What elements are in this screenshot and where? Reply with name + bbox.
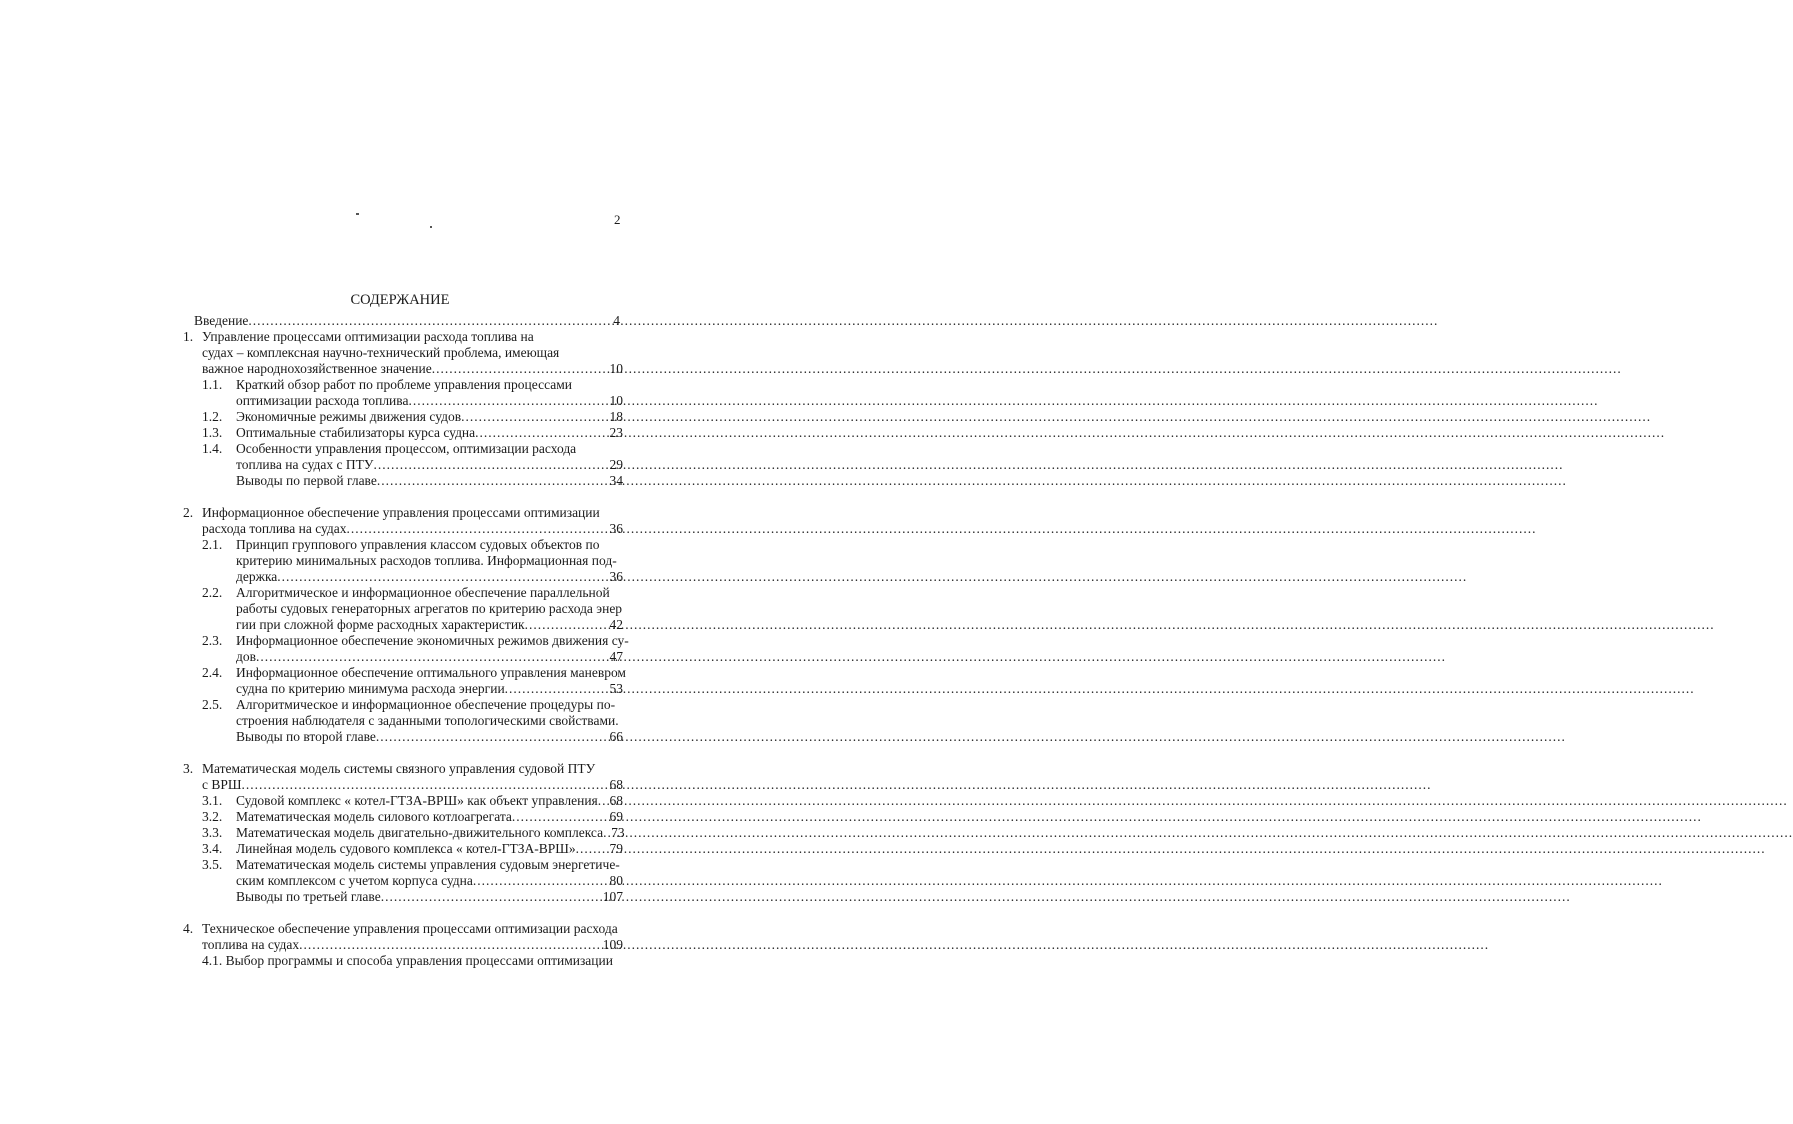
- toc-entry-section-2-2-cont: гии при сложной форме расходных характеристик ..... 42: [236, 616, 623, 633]
- toc-entry-section-2-5[interactable]: 2.5. Алгоритмическое и информационное обеспечение процедуры по-: [202, 697, 616, 712]
- toc-entry-section-2-2[interactable]: 2.2. Алгоритмическое и информационное обеспечение параллельной: [202, 585, 610, 600]
- toc-entry-section-3-5[interactable]: 3.5. Математическая модель системы управления судовым энергетиче-: [202, 857, 620, 872]
- toc-entry-section-3-3[interactable]: 3.3. Математическая модель двигательно-движительного комплекса ..... 73: [202, 824, 623, 841]
- toc-entry-chapter-4[interactable]: 4. Техническое обеспечение управления процессами оптимизации расхода: [183, 921, 618, 936]
- toc-entry-section-2-4[interactable]: 2.4. Информационное обеспечение оптимального управления маневром: [202, 665, 626, 680]
- toc-entry-section-3-2[interactable]: 3.2. Математическая модель силового котлоагрегата ..... 69: [202, 808, 623, 825]
- toc-entry-chapter-4-cont: топлива на судах ..... 109: [202, 936, 623, 953]
- toc-entry-section-2-1[interactable]: 2.1. Принцип группового управления классом судовых объектов по: [202, 537, 600, 552]
- toc-entry-section-1-1[interactable]: 1.1. Краткий обзор работ по проблеме управления процессами: [202, 377, 572, 392]
- toc-entry-section-3-1[interactable]: 3.1. Судовой комплекс « котел-ГТЗА-ВРШ» как объект управления ..... 68: [202, 792, 623, 809]
- toc-entry-section-2-1-cont: критерию минимальных расходов топлива. Информационная под-: [236, 553, 617, 568]
- toc-entry-section-2-3[interactable]: 2.3. Информационное обеспечение экономичных режимов движения су-: [202, 633, 629, 648]
- toc-title: СОДЕРЖАНИЕ: [350, 292, 450, 308]
- toc-entry-section-2-4-cont: судна по критерию минимума расхода энергии ..... 53: [236, 680, 623, 697]
- toc-entry-section-1-2[interactable]: 1.2. Экономичные режимы движения судов ..... 18: [202, 408, 623, 425]
- toc-entry-section-1-3[interactable]: 1.3. Оптимальные стабилизаторы курса судна ..... 23: [202, 424, 623, 441]
- toc-entry-section-2-3-cont: дов ..... 47: [236, 648, 623, 665]
- toc-entry-section-1-4[interactable]: 1.4. Особенности управления процессом, оптимизации расхода: [202, 441, 577, 456]
- toc-entry-section-3-4[interactable]: 3.4. Линейная модель судового комплекса « котел-ГТЗА-ВРШ» ..... 79: [202, 840, 623, 857]
- toc-entry-section-1-1-cont: оптимизации расхода топлива ..... 10: [236, 392, 623, 409]
- toc-entry-section-4-1[interactable]: 4.1. Выбор программы и способа управления процессами оптимизации: [202, 953, 613, 968]
- toc-entry-chapter-1[interactable]: 1. Управление процессами оптимизации расхода топлива на: [183, 329, 534, 344]
- scan-artifact: [356, 213, 359, 215]
- toc-entry-chapter-1-cont: важное народнохозяйственное значение ..... 10: [202, 360, 623, 377]
- page-number: 2: [614, 212, 621, 227]
- toc-entry-section-1-4-cont: топлива на судах с ПТУ ..... 29: [236, 456, 623, 473]
- toc-entry-section-2-5-cont: строения наблюдателя с заданными топологическими свойствами.: [236, 713, 619, 728]
- toc-entry-conclusions-2[interactable]: Выводы по второй главе ..... 66: [236, 728, 623, 745]
- toc-entry-chapter-3-cont: с ВРШ ..... 68: [202, 776, 623, 793]
- toc-entry-conclusions-1[interactable]: Выводы по первой главе ..... 34: [236, 472, 623, 489]
- toc-entry-chapter-1-cont: судах – комплексная научно-технический проблема, имеющая: [202, 345, 560, 360]
- toc-entry-chapter-2[interactable]: 2. Информационное обеспечение управления процессами оптимизации: [183, 505, 600, 520]
- toc-entry-section-2-1-cont: держка ..... 36: [236, 568, 623, 585]
- toc-entry-introduction[interactable]: Введение ..... 4: [194, 312, 620, 329]
- toc-entry-section-2-2-cont: работы судовых генераторных агрегатов по критерию расхода энер: [236, 601, 623, 616]
- toc-entry-conclusions-3[interactable]: Выводы по третьей главе ..... 107: [236, 888, 623, 905]
- scan-artifact: [430, 226, 432, 228]
- toc-entry-chapter-2-cont: расхода топлива на судах ..... 36: [202, 520, 623, 537]
- toc-entry-chapter-3[interactable]: 3. Математическая модель системы связного управления судовой ПТУ: [183, 761, 596, 776]
- toc-entry-section-3-5-cont: ским комплексом с учетом корпуса судна ..... 80: [236, 872, 623, 889]
